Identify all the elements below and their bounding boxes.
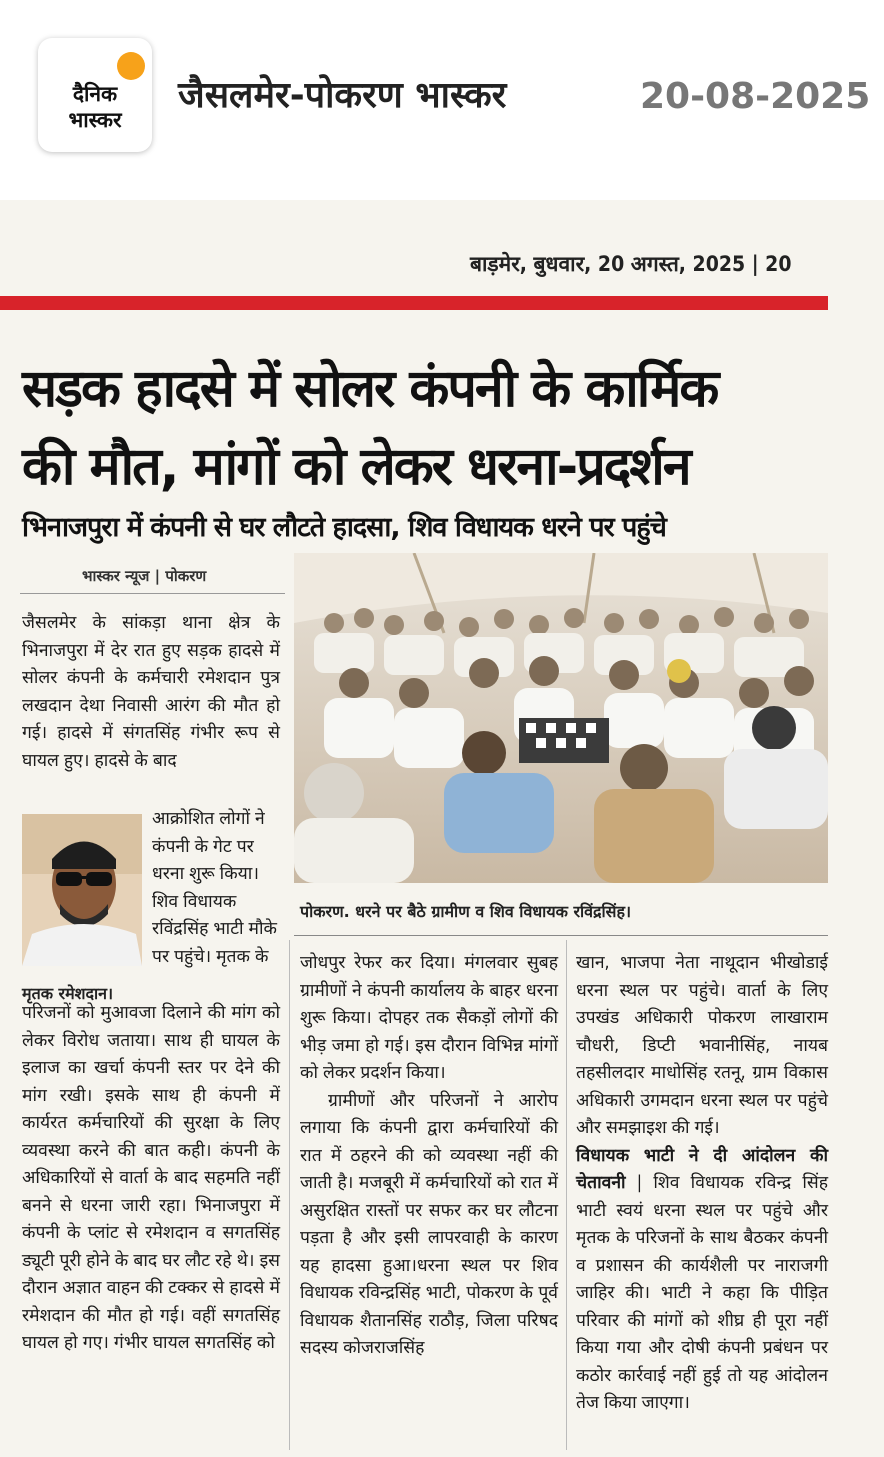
protest-photo-graphic — [294, 553, 828, 883]
col1-paragraph-top: जैसलमेर के सांकड़ा थाना क्षेत्र के भिनाजपुरा में देर रात हुए सड़क हादसे में सोलर कंपनी के कर्मचारी रमेशदान पुत्र लखदान देथा निवासी आरंग की मौत हो गई। हादसे में संगतसिंह गंभीर रूप से घायल हुए। हादसे के बाद — [22, 613, 280, 771]
column-divider — [289, 940, 290, 1450]
article-headline — [22, 350, 822, 506]
article-column-3 — [576, 950, 828, 1418]
portrait-caption: मृतक रमेशदान। — [22, 984, 114, 1003]
protest-photo — [294, 553, 828, 883]
caption-divider — [294, 935, 828, 936]
portrait-graphic — [22, 814, 142, 966]
column-divider — [566, 940, 567, 1450]
logo-text-line2: भास्कर — [68, 107, 122, 132]
sun-icon — [117, 52, 145, 80]
col3-paragraph-2-text: | शिव विधायक रविन्द्र सिंह भाटी स्वयं धरना स्थल पर पहुंचे और मृतक के परिजनों के साथ बैठकर कंपनी व प्रशासन की कार्यशैली पर नाराजगी जाहिर की। भाटी ने कहा कि पीड़ित परिवार की मांगों को शीघ्र ही पूरा नहीं किया गया और दोषी कंपनी प्रबंधन पर कठोर कार्रवाई नहीं हुई तो यह आंदोलन तेज किया जाएगा। — [576, 1173, 828, 1413]
headline-line-1: सड़क हादसे में सोलर कंपनी के कार्मिक — [22, 359, 718, 419]
article-subheadline: भिनाजपुरा में कंपनी से घर लौटते हादसा, शिव विधायक धरने पर पहुंचे — [22, 512, 666, 543]
headline-line-2: की मौत, मांगों को लेकर धरना-प्रदर्शन — [22, 437, 690, 497]
article-column-1-wrap: आक्रोशित लोगों ने कंपनी के गेट पर धरना शुरू किया। शिव विधायक रविंद्रसिंह भाटी मौके पर पहुंचे। मृतक के — [152, 809, 277, 967]
col2-paragraph-2: ग्रामीणों और परिजनों ने आरोप लगाया कि कंपनी द्वारा कर्मचारियों की रात में ठहरने की को व्यवस्था नहीं की जाती है। मजबूरी में कर्मचारियों को रात में असुरक्षित रास्तों पर सफर कर घर लौटना पड़ता है और इसी लापरवाही के कारण यह हादसा हुआ।धरना स्थल पर शिव विधायक रविन्द्रसिंह भाटी, पोकरण के पूर्व विधायक शैतानसिंह राठौड़, जिला परिषद सदस्य कोजराजसिंह — [300, 1090, 558, 1358]
dainik-bhaskar-logo[interactable] — [38, 38, 152, 152]
app-header — [0, 0, 884, 200]
edition-title: जैसलमेर-पोकरण भास्कर — [178, 75, 507, 116]
red-rule — [0, 296, 828, 310]
col3-lead-in: विधायक भाटी ने दी आंदोलन की चेतावनी — [576, 1145, 828, 1193]
article-byline: भास्कर न्यूज | पोकरण — [82, 567, 207, 585]
article-column-1-top — [22, 610, 280, 775]
byline-divider — [20, 593, 285, 594]
photo-caption: पोकरण. धरने पर बैठे ग्रामीण व शिव विधायक रविंद्रसिंह। — [300, 902, 632, 921]
newspaper-clipping[interactable] — [0, 200, 884, 1457]
victim-portrait — [22, 814, 142, 966]
logo-text-line1: दैनिक — [72, 81, 118, 106]
col3-paragraph-2 — [576, 1143, 828, 1418]
article-column-1-bottom — [22, 1000, 280, 1358]
page-dateline: बाड़मेर, बुधवार, 20 अगस्त, 2025 | 20 — [470, 252, 792, 276]
col1-paragraph-bottom: परिजनों को मुआवजा दिलाने की मांग को लेकर विरोध जताया। साथ ही घायल के इलाज का खर्चा कंपनी स्तर पर देने की मांग रखी। इसके साथ ही कंपनी में कार्यरत कर्मचारियों की सुरक्षा के लिए व्यवस्था करने की बात कही। कंपनी के अधिकारियों से वार्ता के बाद सहमति नहीं बनने से धरना जारी रहा। भिनाजपुरा में कंपनी के प्लांट से रमेशदान व सगतसिंह ड्यूटी पूरी होने के बाद घर लौट रहे थे। इस दौरान अज्ञात वाहन की टक्कर से हादसे में रमेशदान की मौत हो गई। वहीं सगतसिंह घायल हो गए। गंभीर घायल सगतसिंह को — [22, 1003, 280, 1353]
edition-date: 20-08-2025 — [640, 76, 871, 117]
col2-paragraph-1: जोधपुर रेफर कर दिया। मंगलवार सुबह ग्रामीणों ने कंपनी कार्यालय के बाहर धरना शुरू किया। दोपहर तक सैकड़ों लोगों की भीड़ जमा हो गई। इस दौरान विभिन्न मांगों को लेकर प्रदर्शन किया। — [300, 953, 558, 1083]
col3-paragraph-1: खान, भाजपा नेता नाथूदान भीखोडाई धरना स्थल पर पहुंचे। वार्ता के लिए उपखंड अधिकारी पोकरण लाखाराम चौधरी, डिप्टी भवानीसिंह, नायब तहसीलदार माधोसिंह रतनू, ग्राम विकास अधिकारी उगमदान धरना स्थल पर पहुंचे और समझाइश की गई। — [576, 953, 828, 1138]
article-column-2 — [300, 950, 558, 1363]
